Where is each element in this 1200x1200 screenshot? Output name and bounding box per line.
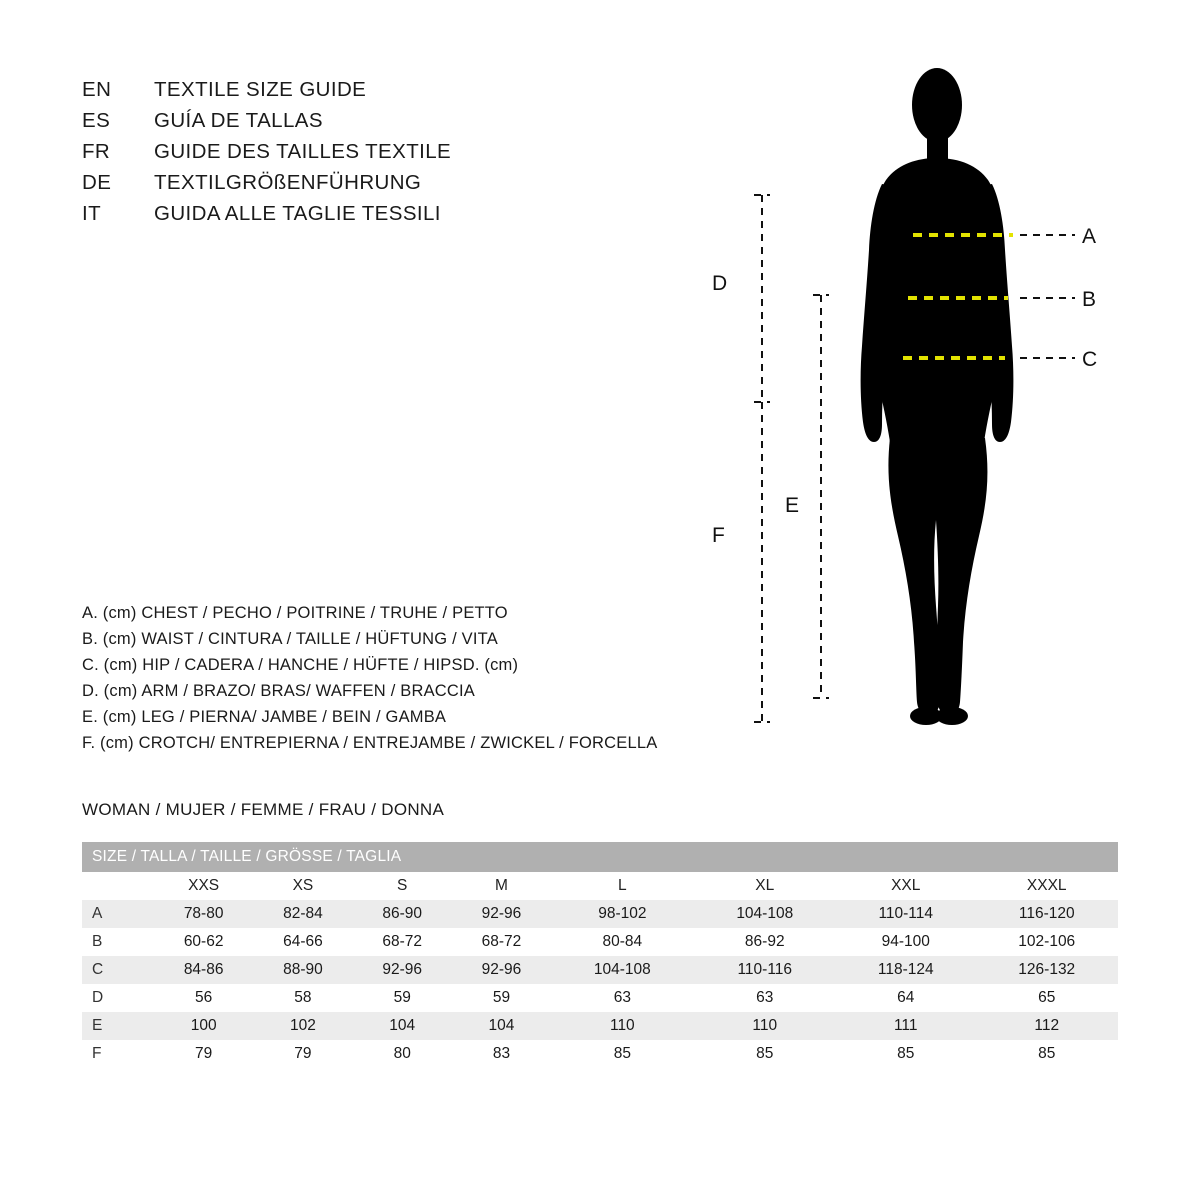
cell-c-xxl: 118-124 [836,956,976,984]
table-size-header-row [82,872,1118,900]
cell-e-xl: 110 [694,1012,836,1040]
cell-d-s: 59 [393,989,411,1006]
size-header-s: S [353,872,452,900]
legend-item-d: D. (cm) ARM / BRAZO/ BRAS/ WAFFEN / BRACCIA [82,682,476,700]
cell-a-m: 92-96 [452,900,551,928]
table-row [82,928,1118,956]
table-corner-cell [82,872,154,900]
cell-b-xxl: 94-100 [881,933,930,950]
cell-f-l: 85 [613,1045,631,1062]
table-row [82,900,1118,928]
legend-item-a: A. (cm) CHEST / PECHO / POITRINE / TRUHE / PETTO [82,604,508,622]
cell-f-xxs: 79 [195,1045,213,1062]
cell-e-s: 104 [353,1012,452,1040]
size-header-l: L [551,872,693,900]
legend-item-e: E. (cm) LEG / PIERNA/ JAMBE / BEIN / GAMBA [82,708,447,726]
cell-d-m: 59 [492,989,511,1006]
cell-d-xs: 58 [294,989,312,1006]
marker-label-B: B [1082,288,1097,311]
title-row [82,171,642,202]
row-label-d: D [92,989,104,1006]
table-header-bar [82,842,1118,872]
title-row [82,202,642,233]
woman-silhouette-icon [861,68,1014,725]
title-text-de: TEXTILGRÖßENFÜHRUNG [154,171,422,194]
size-header-xxs: XXS [154,872,253,900]
cell-f-xxl: 85 [897,1045,915,1062]
legend-item-f: F. (cm) CROTCH/ ENTREPIERNA / ENTREJAMBE / ZWICKEL / FORCELLA [82,734,658,752]
cell-d-xxxl: 65 [1038,989,1056,1006]
legend-item-b: B. (cm) WAIST / CINTURA / TAILLE / HÜFTUNG / VITA [82,630,498,648]
cell-c-l: 104-108 [551,956,693,984]
cell-a-xxxl: 116-120 [976,900,1119,928]
size-header-xxl: XXL [836,872,976,900]
cell-d-xxl: 64 [897,989,915,1006]
table-row [82,956,1118,984]
size-header-m: M [452,872,551,900]
cell-e-xxs: 100 [154,1012,253,1040]
cell-a-xxl: 110-114 [836,900,976,928]
cell-e-xxl: 111 [836,1012,976,1040]
title-lang-de: DE [82,171,112,194]
cell-e-xxxl: 112 [976,1012,1119,1040]
title-block [82,78,642,233]
title-row [82,78,642,109]
marker-label-A: A [1082,225,1097,248]
cell-b-s: 68-72 [382,933,423,950]
title-text-es: GUÍA DE TALLAS [154,109,323,132]
cell-f-xxxl: 85 [1038,1045,1056,1062]
title-lang-es: ES [82,109,111,132]
cell-a-xs: 82-84 [253,900,352,928]
table-row [82,1012,1118,1040]
cell-a-l: 98-102 [551,900,693,928]
cell-f-s: 80 [393,1045,411,1062]
cell-b-xl: 86-92 [744,933,785,950]
gender-caption: WOMAN / MUJER / FEMME / FRAU / DONNA [82,800,445,819]
cell-e-l: 110 [551,1012,693,1040]
cell-b-l: 80-84 [602,933,643,950]
cell-f-xs: 79 [294,1045,312,1062]
cell-f-m: 83 [492,1045,511,1062]
cell-c-xxs: 84-86 [154,956,253,984]
vertical-measure-bars [754,195,829,722]
title-row [82,109,642,140]
title-text-fr: GUIDE DES TAILLES TEXTILE [154,140,452,163]
cell-a-xl: 104-108 [694,900,836,928]
cell-b-xxxl: 102-106 [1018,933,1076,950]
size-header-xl: XL [694,872,836,900]
cell-c-s: 92-96 [353,956,452,984]
row-label-a: A [82,900,154,928]
cell-f-xl: 85 [756,1045,774,1062]
legend-item-c: C. (cm) HIP / CADERA / HANCHE / HÜFTE / HIPSD. (cm) [82,656,519,674]
row-label-e: E [82,1012,154,1040]
table-row [82,1040,1118,1068]
cell-c-xxxl: 126-132 [976,956,1119,984]
size-header-xxxl: XXXL [976,872,1119,900]
title-text-it: GUIDA ALLE TAGLIE TESSILI [154,202,441,225]
cell-b-xxs: 60-62 [183,933,224,950]
row-label-c: C [82,956,154,984]
size-table [82,842,1118,1068]
title-row [82,140,642,171]
table-header-label: SIZE / TALLA / TAILLE / GRÖSSE / TAGLIA [82,842,1118,872]
cell-e-m: 104 [452,1012,551,1040]
size-header-xs: XS [253,872,352,900]
cell-d-xxs: 56 [195,989,213,1006]
marker-leaders [1020,235,1075,358]
cell-b-m: 68-72 [481,933,522,950]
cell-c-m: 92-96 [452,956,551,984]
title-lang-en: EN [82,78,112,101]
marker-label-F: F [712,524,725,547]
cell-a-xxs: 78-80 [154,900,253,928]
cell-d-xl: 63 [756,989,774,1006]
title-text-en: TEXTILE SIZE GUIDE [154,78,367,101]
cell-b-xs: 64-66 [283,933,323,950]
marker-label-C: C [1082,348,1098,371]
row-label-f: F [92,1045,102,1062]
marker-label-D: D [712,272,728,295]
table-row [82,984,1118,1012]
row-label-b: B [92,933,103,950]
legend-block [82,600,762,756]
cell-e-xs: 102 [253,1012,352,1040]
cell-c-xs: 88-90 [253,956,352,984]
marker-label-E: E [785,494,800,517]
cell-a-s: 86-90 [353,900,452,928]
title-lang-fr: FR [82,140,111,163]
title-lang-it: IT [82,202,102,225]
cell-c-xl: 110-116 [694,956,836,984]
cell-d-l: 63 [613,989,631,1006]
